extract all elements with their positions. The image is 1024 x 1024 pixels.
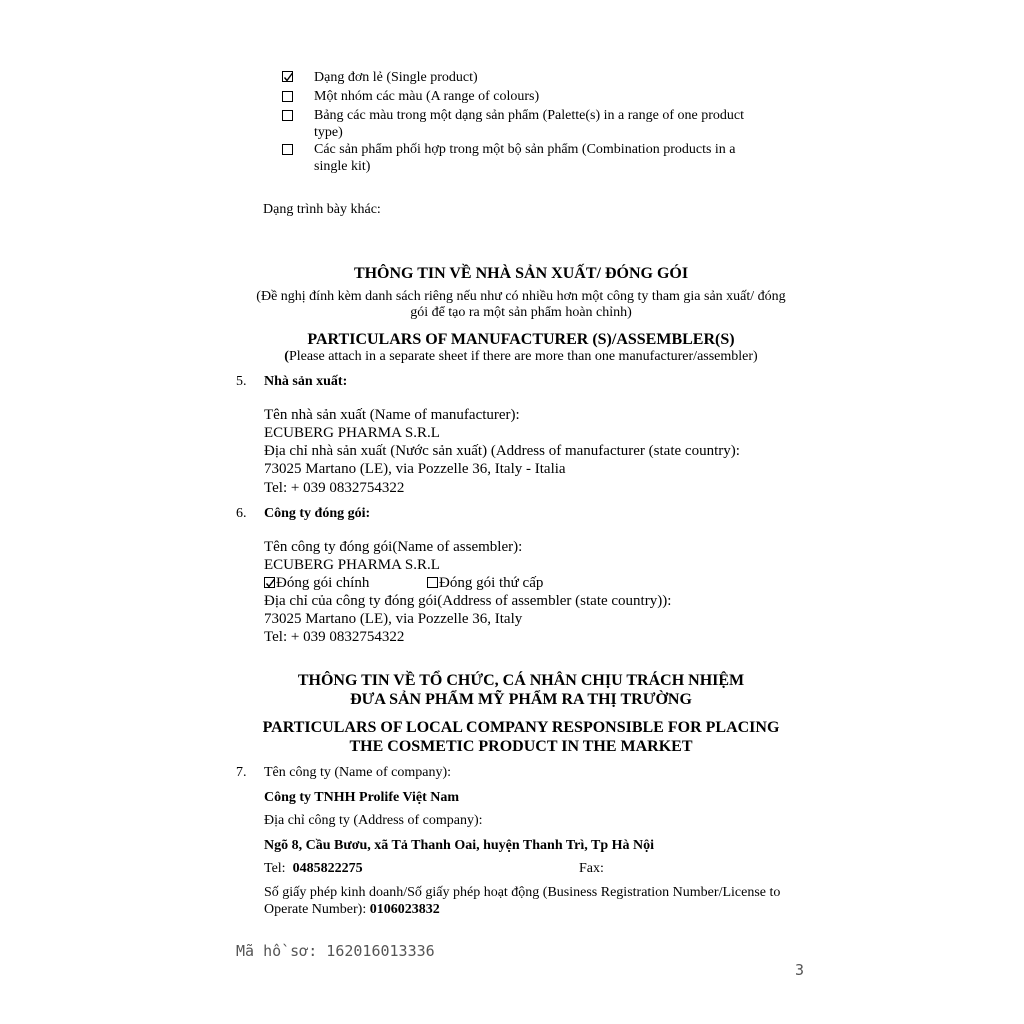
other-form-label: Dạng trình bày khác: [263,202,381,217]
company-name-value: Công ty TNHH Prolife Việt Nam [264,790,460,805]
checkbox-secondary-packing[interactable] [427,577,438,588]
secondary-packing-option[interactable] [427,574,543,592]
local-title-en: PARTICULARS OF LOCAL COMPANY RESPONSIBLE FOR PLACING [262,719,780,736]
checkmark-icon [283,72,294,83]
page-number: 3 [795,961,805,979]
company-name-label: Tên công ty (Name of company): [264,765,451,780]
checkmark-icon [265,578,276,589]
primary-packing-option[interactable] [264,574,369,592]
secondary-packing-label: Đóng gói thứ cấp [439,575,544,591]
license-number: Operate Number): 0106023832 [264,902,440,917]
local-title-vn: ĐƯA SẢN PHẨM MỸ PHẨM RA THỊ TRƯỜNG [350,691,692,708]
assembler-name-label: Tên công ty đóng gói(Name of assembler): [264,539,523,555]
manufacturer-note-en: (Please attach in a separate sheet if there are more than one manufacturer/assembler) [284,349,758,364]
checkbox-range-of-colours[interactable] [282,91,293,102]
item6-heading: Công ty đóng gói: [264,506,371,521]
item-number: 7. [236,765,247,780]
primary-packing-label: Đóng gói chính [276,575,370,591]
license-value: 0106023832 [369,902,440,917]
assembler-name-value: ECUBERG PHARMA S.R.L [264,557,440,573]
manufacturer-name-label: Tên nhà sản xuất (Name of manufacturer): [264,407,520,423]
product-type-label: Bảng các màu trong một dạng sản phẩm (Palette(s) in a range of one product [314,108,744,123]
company-tel [264,860,363,877]
assembler-address-value: 73025 Martano (LE), via Pozzelle 36, Italy [264,611,523,627]
product-type-label: Một nhóm các màu (A range of colours) [314,89,540,104]
company-address-value: Ngõ 8, Cầu Bươu, xã Tả Thanh Oai, huyện Thanh Trì, Tp Hà Nội [264,838,655,853]
checkbox-primary-packing[interactable] [264,577,275,588]
assembler-tel: Tel: + 039 0832754322 [264,629,405,645]
checkbox-combination-products[interactable] [282,144,293,155]
manufacturer-address-value: 73025 Martano (LE), via Pozzelle 36, Italy - Italia [264,461,566,477]
fax-label: Fax: [579,861,604,876]
manufacturer-note-vn: gói để tạo ra một sản phẩm hoàn chỉnh) [410,305,632,320]
product-type-label: Dạng đơn lẻ (Single product) [314,70,478,85]
checkbox-single-product[interactable] [282,71,293,82]
product-type-label: single kit) [314,159,371,174]
manufacturer-name-value: ECUBERG PHARMA S.R.L [264,425,440,441]
manufacturer-tel: Tel: + 039 0832754322 [264,480,405,496]
assembler-address-label: Địa chỉ của công ty đóng gói(Address of assembler (state country)): [264,593,672,609]
tel-value: 0485822275 [292,861,363,876]
manufacturer-note-vn: (Đề nghị đính kèm danh sách riêng nếu như có nhiều hơn một công ty tham gia sản xuất/ đóng [256,289,786,304]
file-code: Mã hồ sơ: 162016013336 [236,942,435,960]
company-address-label: Địa chỉ công ty (Address of company): [264,813,483,828]
manufacturer-title-en: PARTICULARS OF MANUFACTURER (S)/ASSEMBLER(S) [307,331,735,348]
checkbox-palette[interactable] [282,110,293,121]
item-number: 5. [236,374,247,389]
manufacturer-address-label: Địa chỉ nhà sản xuất (Nước sản xuất) (Address of manufacturer (state country): [264,443,740,459]
license-label: Số giấy phép kinh doanh/Số giấy phép hoạt động (Business Registration Number/License to [264,885,781,900]
product-type-label: type) [314,125,343,140]
local-title-vn: THÔNG TIN VỀ TỔ CHỨC, CÁ NHÂN CHỊU TRÁCH NHIỆM [297,672,745,689]
local-title-en: THE COSMETIC PRODUCT IN THE MARKET [349,738,693,755]
item5-heading: Nhà sản xuất: [264,374,348,389]
manufacturer-title-vn: THÔNG TIN VỀ NHÀ SẢN XUẤT/ ĐÓNG GÓI [353,265,689,282]
product-type-label: Các sản phẩm phối hợp trong một bộ sản phẩm (Combination products in a [314,142,736,157]
tel-label: Tel: [264,861,286,876]
item-number: 6. [236,506,247,521]
